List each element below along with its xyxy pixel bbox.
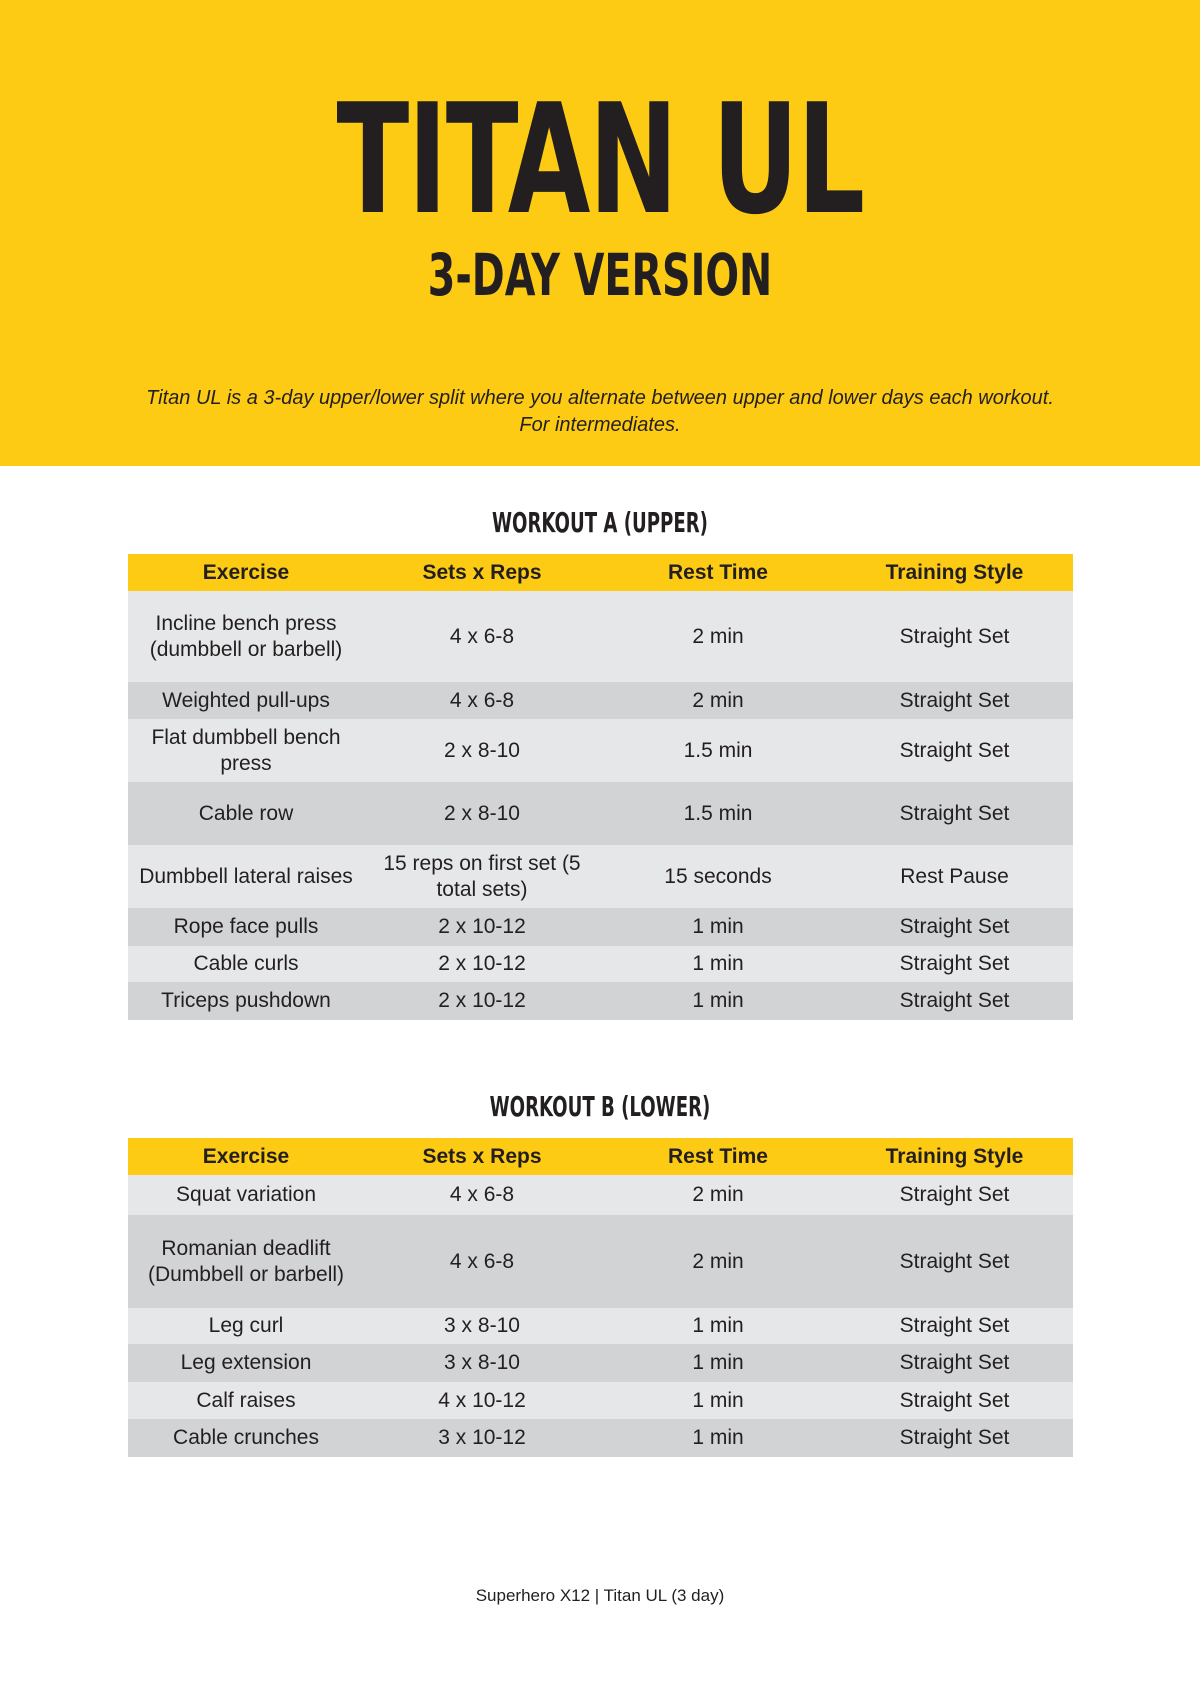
description-line-1: Titan UL is a 3-day upper/lower split where you alternate between upper and lower days each workout. bbox=[146, 387, 1054, 409]
workout-a-title: WORKOUT A (UPPER) bbox=[492, 506, 708, 539]
column-header-sets-reps: Sets x Reps bbox=[422, 1144, 542, 1168]
sets-reps-cell: 4 x 6-8 bbox=[449, 624, 515, 648]
rest-time-cell: 1.5 min bbox=[683, 801, 753, 825]
exercise-cell: Cable row bbox=[198, 801, 294, 825]
training-style-cell: Straight Set bbox=[899, 801, 1010, 825]
column-header-exercise: Exercise bbox=[202, 560, 290, 584]
training-style-cell: Straight Set bbox=[899, 952, 1010, 975]
exercise-cell: Calf raises bbox=[196, 1388, 296, 1412]
rest-time-cell: 2 min bbox=[692, 688, 744, 712]
training-style-cell: Straight Set bbox=[899, 624, 1010, 648]
training-style-cell: Straight Set bbox=[899, 1388, 1010, 1412]
sets-reps-cell: 2 x 8-10 bbox=[444, 738, 520, 762]
training-style-cell: Straight Set bbox=[899, 1426, 1010, 1449]
exercise-cell: Incline bench press (dumbbell or barbell) bbox=[149, 611, 343, 661]
exercise-cell: Cable crunches bbox=[173, 1426, 319, 1449]
table-row bbox=[128, 1419, 1073, 1457]
sets-reps-cell: 2 x 8-10 bbox=[444, 801, 520, 825]
table-header-row bbox=[128, 1138, 1073, 1175]
training-style-cell: Straight Set bbox=[899, 1183, 1010, 1206]
table-row bbox=[128, 908, 1073, 946]
page-footer: Superhero X12 | Titan UL (3 day) bbox=[475, 1586, 725, 1605]
page-title: TITAN UL bbox=[336, 71, 864, 248]
rest-time-cell: 1 min bbox=[692, 1351, 744, 1374]
workout-a-table bbox=[128, 554, 1073, 1020]
description-line-2: For intermediates. bbox=[519, 414, 681, 436]
sets-reps-cell: 2 x 10-12 bbox=[438, 989, 526, 1012]
exercise-cell: Triceps pushdown bbox=[161, 989, 331, 1012]
training-style-cell: Straight Set bbox=[899, 1314, 1010, 1337]
table-row bbox=[128, 1382, 1073, 1419]
training-style-cell: Straight Set bbox=[899, 1351, 1010, 1374]
sets-reps-cell: 3 x 8-10 bbox=[444, 1351, 520, 1374]
exercise-cell: Squat variation bbox=[175, 1183, 317, 1206]
column-header-sets-reps: Sets x Reps bbox=[422, 560, 542, 584]
table-row bbox=[128, 682, 1073, 719]
training-style-cell: Straight Set bbox=[899, 1249, 1010, 1273]
exercise-cell: Leg curl bbox=[208, 1314, 284, 1337]
rest-time-cell: 1 min bbox=[692, 1388, 744, 1412]
training-style-cell: Straight Set bbox=[899, 989, 1010, 1012]
table-row bbox=[128, 1344, 1073, 1382]
rest-time-cell: 15 seconds bbox=[664, 864, 772, 888]
training-style-cell: Straight Set bbox=[899, 688, 1010, 712]
rest-time-cell: 1.5 min bbox=[683, 738, 753, 762]
table-row bbox=[128, 591, 1073, 682]
exercise-cell: Weighted pull-ups bbox=[162, 688, 330, 712]
table-row bbox=[128, 946, 1073, 982]
training-style-cell: Rest Pause bbox=[900, 864, 1009, 888]
exercise-cell: Dumbbell lateral raises bbox=[139, 864, 353, 888]
training-style-cell: Straight Set bbox=[899, 738, 1010, 762]
page-subtitle: 3-DAY VERSION bbox=[427, 241, 773, 309]
column-header-training-style: Training Style bbox=[885, 560, 1024, 584]
rest-time-cell: 1 min bbox=[692, 952, 744, 975]
table-row bbox=[128, 845, 1073, 908]
sets-reps-cell: 4 x 6-8 bbox=[449, 1249, 515, 1273]
workout-b-title: WORKOUT B (LOWER) bbox=[489, 1090, 711, 1123]
table-row bbox=[128, 782, 1073, 845]
rest-time-cell: 1 min bbox=[692, 989, 744, 1012]
rest-time-cell: 2 min bbox=[692, 1183, 744, 1206]
column-header-exercise: Exercise bbox=[202, 1144, 290, 1168]
sets-reps-cell: 4 x 10-12 bbox=[438, 1388, 526, 1412]
table-row bbox=[128, 982, 1073, 1020]
table-row bbox=[128, 1215, 1073, 1308]
rest-time-cell: 2 min bbox=[692, 1249, 744, 1273]
sets-reps-cell: 3 x 10-12 bbox=[438, 1426, 526, 1449]
rest-time-cell: 1 min bbox=[692, 1426, 744, 1449]
exercise-cell: Leg extension bbox=[180, 1351, 312, 1374]
sets-reps-cell: 2 x 10-12 bbox=[438, 915, 526, 938]
exercise-cell: Flat dumbbell bench press bbox=[151, 725, 341, 775]
table-row bbox=[128, 719, 1073, 782]
sets-reps-cell: 2 x 10-12 bbox=[438, 952, 526, 975]
sets-reps-cell: 4 x 6-8 bbox=[449, 1183, 515, 1206]
table-header-row bbox=[128, 554, 1073, 591]
table-row bbox=[128, 1308, 1073, 1344]
sets-reps-cell: 4 x 6-8 bbox=[449, 688, 515, 712]
table-row bbox=[128, 1175, 1073, 1215]
column-header-rest-time: Rest Time bbox=[668, 1144, 768, 1168]
column-header-training-style: Training Style bbox=[885, 1144, 1024, 1168]
training-style-cell: Straight Set bbox=[899, 915, 1010, 938]
rest-time-cell: 1 min bbox=[692, 915, 744, 938]
rest-time-cell: 2 min bbox=[692, 624, 744, 648]
program-description bbox=[60, 385, 1140, 439]
rest-time-cell: 1 min bbox=[692, 1314, 744, 1337]
header-banner bbox=[0, 0, 1200, 466]
exercise-cell: Romanian deadlift (Dumbbell or barbell) bbox=[147, 1236, 345, 1286]
sets-reps-cell: 15 reps on first set (5 total sets) bbox=[383, 851, 581, 901]
sets-reps-cell: 3 x 8-10 bbox=[444, 1314, 520, 1337]
workout-b-table bbox=[128, 1138, 1073, 1457]
exercise-cell: Cable curls bbox=[193, 952, 299, 975]
column-header-rest-time: Rest Time bbox=[668, 560, 768, 584]
exercise-cell: Rope face pulls bbox=[173, 915, 319, 938]
